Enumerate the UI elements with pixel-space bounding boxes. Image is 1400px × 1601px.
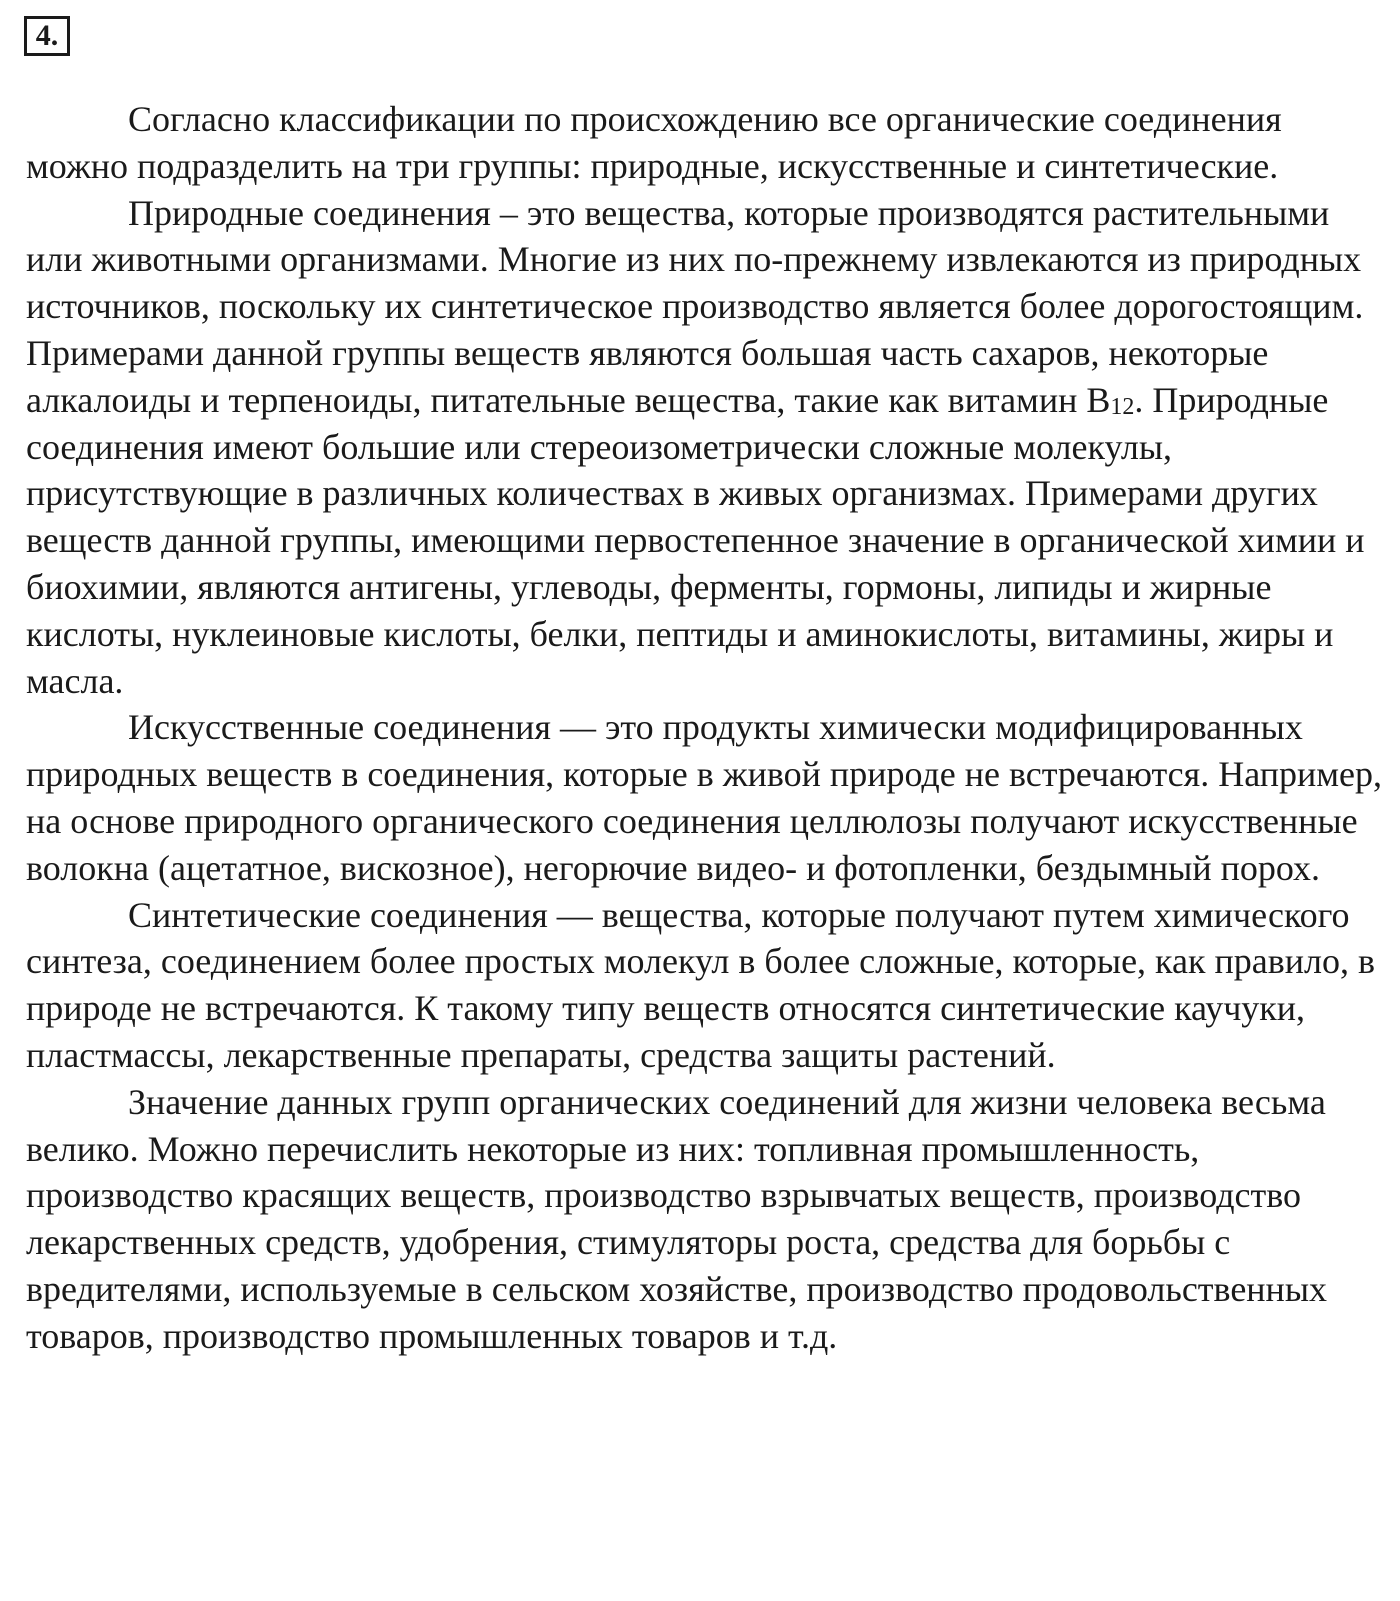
paragraph-classification: Согласно классификации по происхождению все органические соединения можно подразделить на три группы: природные, искусственные и синтетические. xyxy=(26,99,1282,186)
paragraph-text-part: . Природные соединения имеют большие или стереоизометрически сложные молекулы, присутствующие в различных количествах в живых организмах. Примерами других веществ данной группы, имеющими первостепенное значение в органической химии и биохимии, являются антигены, углеводы, ферменты, гормоны, липиды и жирные кислоты, нуклеиновые кислоты, белки, пептиды и аминокислоты, витамины, жиры и масла. xyxy=(26,379,1365,701)
paragraph-natural-compounds xyxy=(26,190,1388,705)
paragraph-synthetic-compounds: Синтетические соединения — вещества, которые получают путем химического синтеза, соединением более простых молекул в более сложные, которые, как правило, в природе не встречаются. К такому типу веществ относятся синтетические каучуки, пластмассы, лекарственные препараты, средства защиты растений. xyxy=(26,894,1375,1075)
task-number-box: 4. xyxy=(24,16,70,56)
paragraph-artificial-compounds: Искусственные соединения — это продукты химически модифицированных природных веществ в соединения, которые в живой природе не встречаются. Например, на основе природного органического соединения целлюлозы получают искусственные волокна (ацетатное, вискозное), негорючие видео- и фотопленки, бездымный порох. xyxy=(26,707,1382,888)
paragraph-significance: Значение данных групп органических соединений для жизни человека весьма велико. Можно перечислить некоторые из них: топливная промышленность, производство красящих веществ, производство взрывчатых веществ, производство лекарственных средств, удобрения, стимуляторы роста, средства для борьбы с вредителями, используемые в сельском хозяйстве, производство продовольственных товаров, производство промышленных товаров и т.д. xyxy=(26,1081,1328,1356)
document-body xyxy=(26,96,1388,1360)
vitamin-subscript: 12 xyxy=(1110,393,1135,420)
paragraph-text-part: Природные соединения – это вещества, которые производятся растительными или животными организмами. Многие из них по-прежнему извлекаются из природных источников, поскольку их синтетическое производство является более дорогостоящим. Примерами данной группы веществ являются большая часть сахаров, некоторые алкалоиды и терпеноиды, питательные вещества, такие как витамин B xyxy=(26,192,1364,420)
